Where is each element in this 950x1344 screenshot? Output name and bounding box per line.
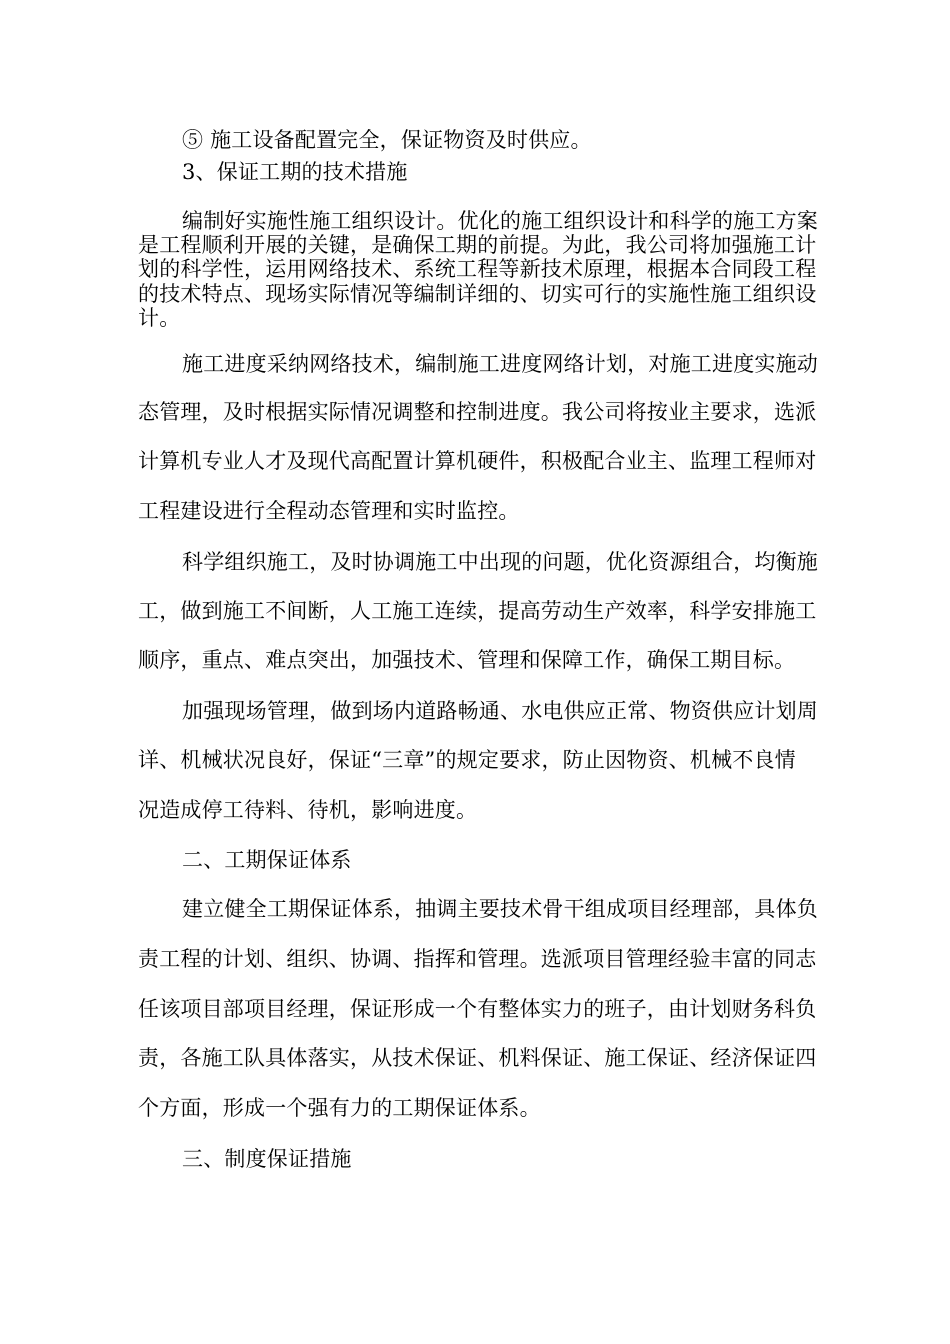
text-line: 顺序，重点、难点突出，加强技术、管理和保障工作，确保工期目标。 [138, 648, 796, 672]
text-line: 个方面，形成一个强有力的工期保证体系。 [138, 1096, 541, 1120]
text-line: 科学组织施工，及时协调施工中出现的问题，优化资源组合，均衡施 [182, 550, 818, 574]
section-heading-3: 3、保证工期的技术措施 [182, 160, 408, 184]
text-line: 加强现场管理，做到场内道路畅通、水电供应正常、物资供应计划周 [182, 699, 818, 723]
text-line: 况造成停工待料、待机，影响进度。 [138, 798, 478, 822]
text-line: 责工程的计划、组织、协调、指挥和管理。选派项目管理经验丰富的同志 [138, 947, 817, 971]
section-heading-two: 二、工期保证体系 [182, 848, 352, 872]
text-line: 详、机械状况良好，保证“三章”的规定要求，防止因物资、机械不良情 [138, 748, 796, 772]
text-line: 建立健全工期保证体系，抽调主要技术骨干组成项目经理部，具体负 [182, 897, 818, 921]
text-line: 态管理，及时根据实际情况调整和控制进度。我公司将按业主要求，选派 [138, 400, 817, 424]
text-line: 施工进度采纳网络技术，编制施工进度网络计划，对施工进度实施动 [182, 352, 818, 376]
text-line: 计。 [138, 306, 181, 330]
list-item-5: ⑤ 施工设备配置完全，保证物资及时供应。 [182, 128, 592, 152]
text-line: 是工程顺利开展的关键，是确保工期的前提。为此，我公司将加强施工计 [138, 233, 817, 257]
text-line: 计算机专业人才及现代高配置计算机硬件，积极配合业主、监理工程师对 [138, 449, 817, 473]
section-heading-three: 三、制度保证措施 [182, 1147, 352, 1171]
text-line: 的技术特点、现场实际情况等编制详细的、切实可行的实施性施工组织设 [138, 282, 817, 306]
text-line: 工程建设进行全程动态管理和实时监控。 [138, 499, 520, 523]
text-line: 任该项目部项目经理，保证形成一个有整体实力的班子，由计划财务科负 [138, 997, 817, 1021]
text-line: 责，各施工队具体落实，从技术保证、机料保证、施工保证、经济保证四 [138, 1046, 817, 1070]
text-line: 工，做到施工不间断，人工施工连续，提高劳动生产效率，科学安排施工 [138, 599, 817, 623]
text-line: 划的科学性，运用网络技术、系统工程等新技术原理，根据本合同段工程 [138, 257, 817, 281]
text-line: 编制好实施性施工组织设计。优化的施工组织设计和科学的施工方案 [182, 209, 818, 233]
